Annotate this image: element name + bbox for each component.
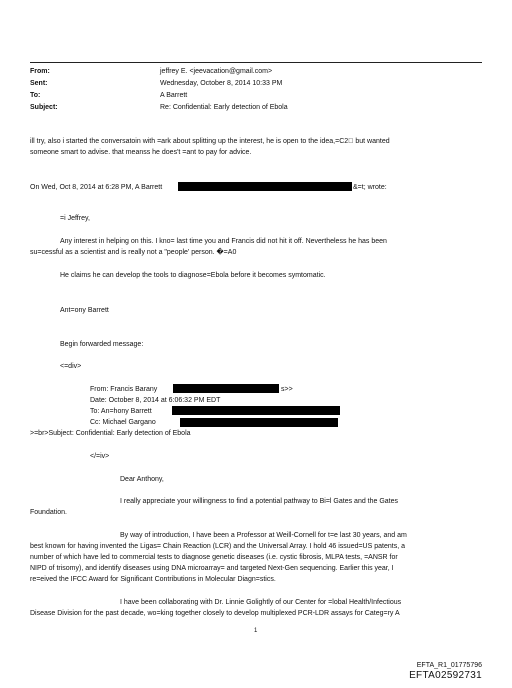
quote-header-suffix: &=t; wrote: xyxy=(353,184,387,191)
letter-para2-line1: By way of introduction, I have been a Professor at Weill-Cornell for t=e last 30 years, and am xyxy=(120,532,407,539)
sent-label: Sent: xyxy=(30,80,48,87)
quoted-para1-line2: su=cessful as a scientist and is really not a "people' person. �=A0 xyxy=(30,249,237,256)
footer-id-primary: EFTA_R1_01775796 xyxy=(416,662,482,669)
letter-para2-line4: NIPD of trisomy), and identify diseases using DNA microarray= and targeted Next-Gen sequencing. Earlier this year, I xyxy=(30,565,394,572)
redaction-bar xyxy=(178,182,352,191)
div-open-tag: <=div> xyxy=(60,363,82,370)
to-value: A Barrett xyxy=(160,92,188,99)
quoted-greeting: =i Jeffrey, xyxy=(60,215,90,222)
forwarded-label: Begin forwarded message: xyxy=(60,341,144,348)
letter-para2-line2: best known for having invented the Ligas= Chain Reaction (LCR) and the Universal Array. I hold 46 issued=US patents, a xyxy=(30,543,405,550)
letter-para2-line5: re=eived the IFCC Award for Significant Contributions in Molecular Diagn=stics. xyxy=(30,576,276,583)
letter-para3-line1: I have been collaborating with Dr. Linnie Golightly of our Center for =lobal Health/Infectious xyxy=(120,599,402,606)
letter-para1-line1: I really appreciate your willingness to find a potential pathway to Bi=l Gates and the Gates xyxy=(120,498,399,505)
fwd-to: To: An=hony Barrett xyxy=(90,408,152,415)
page-number: 1 xyxy=(254,628,258,634)
redaction-bar xyxy=(173,384,279,393)
subject-label: Subject: xyxy=(30,104,58,111)
fwd-from-prefix: From: Francis Barany xyxy=(90,386,158,393)
reply-line-2: someone smart to advise. that meanss he does't =ant to pay for advice. xyxy=(30,149,252,156)
quoted-para1-line1: Any interest in helping on this. I kno= last time you and Francis did not hit it off. Nevertheless he has been xyxy=(60,238,387,245)
to-label: To: xyxy=(30,92,41,99)
letter-para2-line3: number of which have led to commercial tests to diagnose genetic diseases (i.e. cystic fibrosis, MLPA tests, =ANSR for xyxy=(30,554,398,561)
from-value: jeffrey E. <jeevacation@gmail.com> xyxy=(160,68,273,75)
header-top-rule xyxy=(30,62,482,63)
letter-para1-line2: Foundation. xyxy=(30,509,67,516)
quote-header-prefix: On Wed, Oct 8, 2014 at 6:28 PM, A Barrett xyxy=(30,184,163,191)
from-label: From: xyxy=(30,68,50,75)
reply-line-1: ill try, also i started the conversatoin with =ark about splitting up the interest, he is open to the idea,=C2  but wanted xyxy=(30,138,390,145)
div-close-tag: </=iv> xyxy=(90,453,110,460)
subject-value: Re: Confidential: Early detection of Ebola xyxy=(160,104,288,111)
fwd-date: Date: October 8, 2014 at 6:06:32 PM EDT xyxy=(90,397,221,404)
fwd-subject: >=br>Subject: Confidential: Early detection of Ebola xyxy=(30,430,191,437)
letter-salutation: Dear Anthony, xyxy=(120,476,164,483)
fwd-from-suffix: s>> xyxy=(281,386,293,393)
quoted-signature: Ant=ony Barrett xyxy=(60,307,109,314)
footer-id-secondary: EFTA02592731 xyxy=(409,670,482,681)
redaction-bar xyxy=(172,406,340,415)
redaction-bar xyxy=(180,418,338,427)
fwd-cc: Cc: Michael Gargano xyxy=(90,419,156,426)
letter-para3-line2: Disease Division for the past decade, wo=king together closely to develop multiplexed PCR-LDR assays for Categ=ry A xyxy=(30,610,400,617)
quoted-para2: He claims he can develop the tools to diagnose=Ebola before it becomes symtomatic. xyxy=(60,272,326,279)
sent-value: Wednesday, October 8, 2014 10:33 PM xyxy=(160,80,283,87)
